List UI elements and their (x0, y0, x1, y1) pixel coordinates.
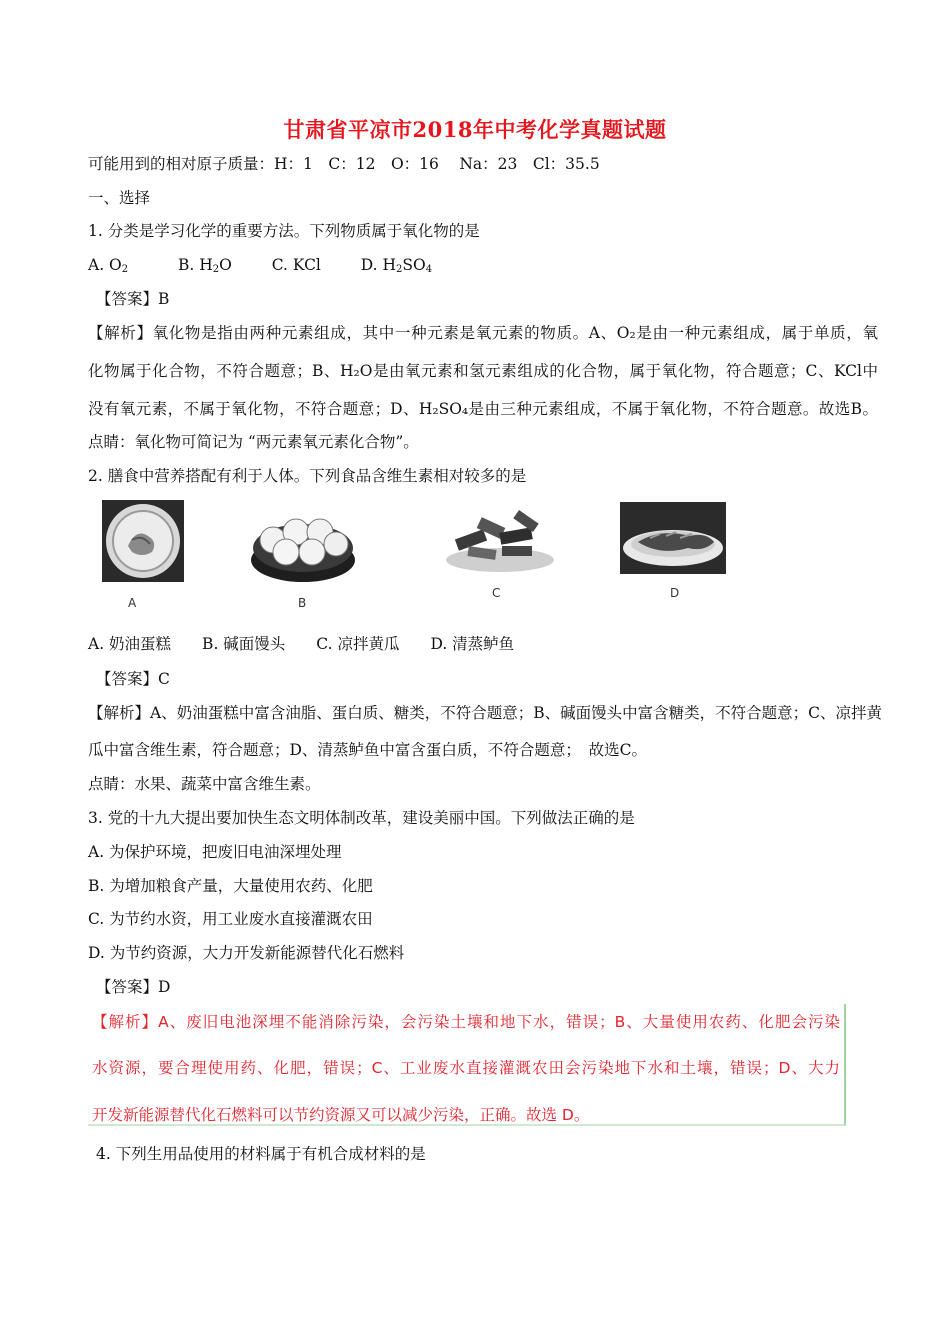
fig-label-d: D (670, 586, 680, 600)
q4-stem: 4. 下列生用品使用的材料属于有机合成材料的是 (96, 1145, 426, 1163)
q2-tip: 点睛：水果、蔬菜中富含维生素。 (88, 775, 321, 793)
q3-stem: 3. 党的十九大提出要加快生态文明体制改革，建设美丽中国。下列做法正确的是 (88, 809, 635, 827)
q1-option-d: D. $H_2SO_4$ (360, 256, 433, 275)
fig-label-b: B (298, 596, 307, 610)
q1-stem: 1. 分类是学习化学的重要方法。下列物质属于氧化物的是 (88, 222, 480, 240)
document-title: 甘肃省平凉市2018年中考化学真题试题 (283, 117, 667, 142)
q2-stem: 2. 膳食中营养搭配有利于人体。下列食品含维生素相对较多的是 (88, 467, 527, 485)
cucumber-salad-image (444, 504, 556, 574)
q3-explanation-line2: 水资源，要合理使用药、化肥，错误；C、工业废水直接灌溉农田会污染地下水和土壤，错误；D、大力 (92, 1059, 840, 1077)
q1-answer: 【答案】B (96, 290, 170, 308)
steamed-buns-image (248, 504, 358, 584)
q3-explanation-line1: 【解析】A、废旧电池深埋不能消除污染，会污染土壤和地下水，错误；B、大量使用农药、化肥会污染 (92, 1013, 840, 1031)
q3-option-b: B. 为增加粮食产量，大量使用农药、化肥 (88, 877, 373, 895)
q2-answer: 【答案】C (96, 670, 170, 688)
q1-option-b: B. $H_2O$ (178, 256, 232, 275)
q1-option-c: C. KCl (271, 256, 321, 274)
q1-explanation-line3: 没有氧元素，不属于氧化物，不符合题意；D、H₂SO₄是由三种元素组成，不属于氧化物，不符合题意。故选B。 (88, 400, 878, 418)
steamed-fish-image (620, 502, 726, 574)
q1-options (88, 255, 432, 280)
section-heading: 一、选择 (88, 189, 151, 207)
q1-tip: 点睛：氧化物可简记为 “两元素氧元素化合物”。 (88, 433, 419, 451)
fig-label-a: A (128, 596, 137, 610)
q1-explanation-line1: 【解析】氧化物是指由两种元素组成，其中一种元素是氧元素的物质。A、O₂是由一种元素组成，属于单质，氧 (88, 324, 878, 342)
q3-answer: 【答案】D (96, 978, 171, 996)
q3-option-a: A. 为保护环境，把废旧电油深埋处理 (88, 843, 342, 861)
fig-label-c: C (492, 586, 501, 600)
q2-explanation-line2: 瓜中富含维生素，符合题意；D、清蒸鲈鱼中富含蛋白质，不符合题意； 故选C。 (88, 741, 648, 759)
q2-options: A. 奶油蛋糕 B. 碱面馒头 C. 凉拌黄瓜 D. 清蒸鲈鱼 (88, 635, 515, 653)
cake-image (102, 500, 184, 582)
q3-option-d: D. 为节约资源，大力开发新能源替代化石燃料 (88, 944, 405, 962)
q3-option-c: C. 为节约水资，用工业废水直接灌溉农田 (88, 910, 373, 928)
q1-explanation-line2: 化物属于化合物，不符合题意；B、H₂O是由氧元素和氢元素组成的化合物，属于氧化物，符合题意；C、KCl中 (88, 362, 878, 380)
q2-food-images (88, 500, 788, 610)
q1-option-a: A. $O_2$ (88, 256, 129, 275)
q3-explanation-line3: 开发新能源替代化石燃料可以节约资源又可以减少污染，正确。故选 D。 (92, 1106, 590, 1124)
atomic-mass-line: 可能用到的相对原子质量：H：1 C：12 O：16 Na：23 Cl：35.5 (88, 155, 600, 173)
q2-explanation-line1: 【解析】A、奶油蛋糕中富含油脂、蛋白质、糖类，不符合题意；B、碱面馒头中富含糖类，不符合题意；C、凉拌黄 (88, 704, 882, 722)
